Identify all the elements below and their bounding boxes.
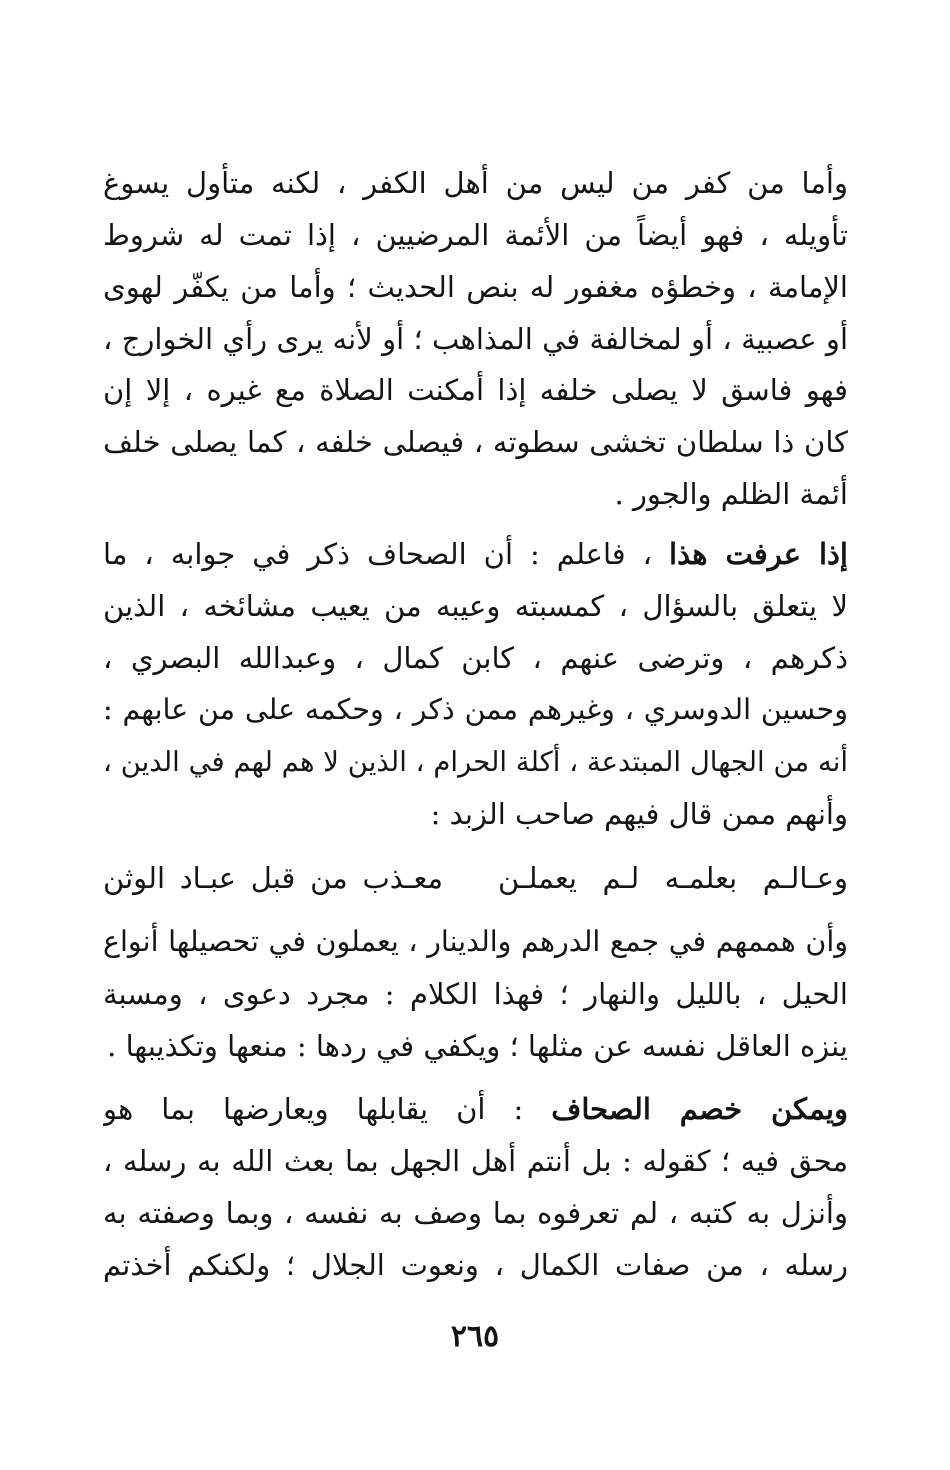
text-line: وأنزل به كتبه ، لم تعرفوه بما وصف به نفسه ، وبما وصفته به	[103, 1196, 848, 1230]
text-line	[103, 1083, 848, 1135]
bold-lead-phrase: إذا عرفت هذا	[669, 537, 848, 571]
text-line: فهو فاسق لا يصلى خلفه إذا أمكنت الصلاة مع غيره ، إلا إن	[103, 373, 848, 407]
text-line: أنه من الجهال المبتدعة ، أكلة الحرام ، الذين لا هم لهم في الدين ،	[103, 746, 848, 778]
text-line: تأويله ، فهو أيضاً من الأئمة المرضيين ، إذا تمت له شروط	[103, 218, 848, 252]
page-number: ٢٦٥	[450, 1319, 500, 1354]
verse-first-hemistich: وعـالـم بعلمـه لـم يعملـن	[498, 861, 848, 895]
text-line: رسله ، من صفات الكمال ، ونعوت الجلال ؛ ولكنكم أخذتم	[103, 1248, 848, 1282]
text-line	[103, 528, 848, 580]
text-line: أو عصبية ، أو لمخالفة في المذاهب ؛ أو لأنه يرى رأي الخوارج ،	[103, 322, 848, 356]
verse-line	[103, 852, 848, 904]
verse-second-hemistich: معـذب من قبل عبـاد الوثن	[103, 861, 443, 895]
text-line: لا يتعلق بالسؤال ، كمسبته وعيبه من يعيب مشائخه ، الذين	[103, 589, 848, 623]
line-rest: : أن يقابلها ويعارضها بما هو	[103, 1092, 552, 1126]
text-line: وأما من كفر من ليس من أهل الكفر ، لكنه متأول يسوغ	[103, 166, 848, 200]
bold-lead-phrase: ويمكن خصم الصحاف	[551, 1092, 848, 1126]
text-line: أئمة الظلم والجور .	[614, 477, 848, 511]
text-line: كان ذا سلطان تخشى سطوته ، فيصلى خلفه ، كما يصلى خلف	[103, 425, 848, 459]
text-line: وأن هممهم في جمع الدرهم والدينار ، يعملون في تحصيلها أنواع	[103, 925, 848, 958]
text-line: الحيل ، بالليل والنهار ؛ فهذا الكلام : مجرد دعوى ، ومسبة	[103, 977, 848, 1011]
line-rest: ، فاعلم : أن الصحاف ذكر في جوابه ، ما	[103, 537, 670, 571]
text-line: ذكرهم ، وترضى عنهم ، كابن كمال ، وعبدالله البصري ،	[103, 641, 848, 675]
text-line: الإمامة ، وخطؤه مغفور له بنص الحديث ؛ وأما من يكفّر لهوى	[103, 270, 848, 304]
text-line: وحسين الدوسري ، وغيرهم ممن ذكر ، وحكمه على من عابهم :	[103, 693, 848, 726]
text-line: ينزه العاقل نفسه عن مثلها ؛ ويكفي في ردها : منعها وتكذيبها .	[107, 1029, 848, 1063]
text-line: محق فيه ؛ كقوله : بل أنتم أهل الجهل بما بعث الله به رسله ،	[103, 1144, 848, 1178]
text-line: وأنهم ممن قال فيهم صاحب الزبد :	[430, 797, 848, 831]
